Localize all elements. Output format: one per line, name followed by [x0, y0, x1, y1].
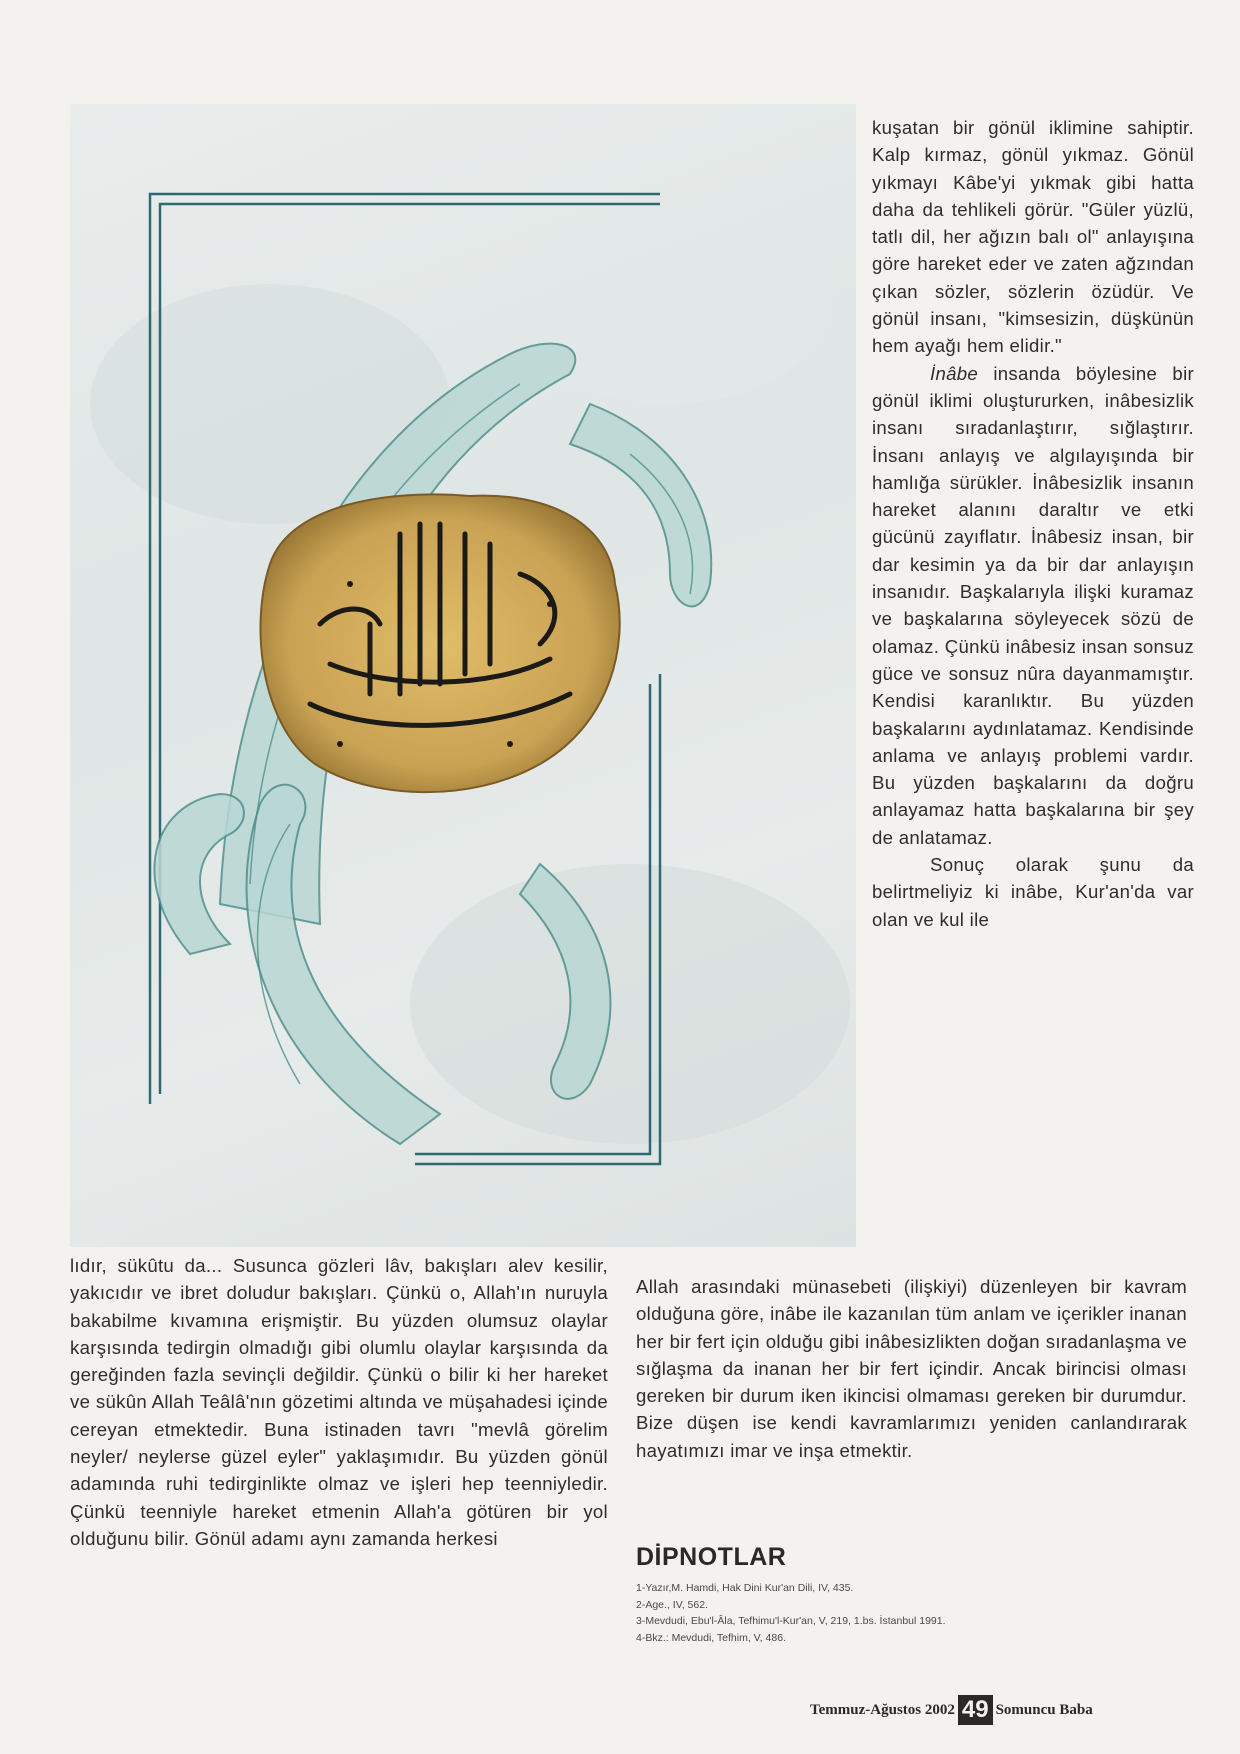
bottom-right-text: [636, 1273, 1187, 1464]
paragraph-text: insanda böylesine bir gönül iklimi oluştururken, inâbesizlik insanı sıradanlaştırır, sığlaştırır. İnsanı anlayış ve algılayışında bir hamlığa sürükler. İnâbesizlik insanın hareket alanını daraltır ve etki gücünü zayıflatır. İnâbesiz insan, bir dar kesimin ya da bir dar anlayışın insanıdır. Başkalarıyla ilişki kuramaz ve başkalarına söyleyecek sözü de olamaz. Çünkü inâbesiz insan sonsuz güce ve sonsuz nûra dayanmamıştır. Kendisi karanlıktır. Bu yüzden başkalarını aydınlatamaz. Kendisinde anlama ve anlayış problemi vardır. Bu yüzden başkalarını da doğru anlayamaz hatta başkalarına bir şey de anlatamaz.: [872, 362, 1194, 848]
paragraph: Allah arasındaki münasebeti (ilişkiyi) düzenleyen bir kavram olduğuna göre, inâbe ile kazanılan tüm anlam ve içerikler inanan her bir fert için olduğu gibi inâbesizlikten doğan sıradanlaşma ve sığlaşma da inanan her bir fert içindir. Ancak birincisi olması gereken bir durum iken ikincisi olmaması gereken bir durumdur. Bize düşen ise kendi kavramlarımızı yeniden canlandırarak hayatımızı imar ve inşa etmektir.: [636, 1276, 1187, 1461]
calligraphy-basmala-illumination: [70, 104, 856, 1247]
footnotes-list: [636, 1580, 1196, 1646]
footnote-item: 2-Age., IV, 562.: [636, 1598, 708, 1611]
page-number: 49: [958, 1695, 993, 1725]
right-text-column: [872, 114, 1194, 933]
paragraph: lıdır, sükûtu da... Susunca gözleri lâv, bakışları alev kesilir, yakıcıdır ve ibret doludur bakışları. Çünkü o, Allah'ın nuruyla bakabilme kıvamına erişmiştir. Bu yüzden olumsuz olaylar karşısında tedirgin olmadığı gibi olumlu olaylar karşısında da gereğinden fazla sevinçli değildir. Çünkü o bilir ki her hareket ve sükûn Allah Teâlâ'nın gözetimi altında ve müşahadesi içinde cereyan etmektedir. Buna istinaden tavrı "mevlâ görelim neyler/ neylerse güzel eyler" yaklaşımıdır. Bu yüzden gönül adamında ruhi tedirginlikte olmaz ve işleri hep teenniyledir. Çünkü teenniyle hareket etmenin Allah'a götüren bir yol olduğunu bilir. Gönül adamı aynı zamanda herkesi: [70, 1255, 608, 1549]
paragraph: [872, 360, 1194, 851]
footnotes-title: DİPNOTLAR: [636, 1543, 787, 1571]
paragraph: kuşatan bir gönül iklimine sahiptir. Kalp kırmaz, gönül yıkmaz. Gönül yıkmayı Kâbe'yi yıkmak gibi hatta daha da tehlikeli görür. "Güler yüzlü, tatlı dil, her ağızın balı ol" anlayışına göre hareket eder ve zaten ağzından çıkan sözler, sözlerin özüdür. Ve gönül insanı, "kimsesizin, düşkünün hem ayağı hem elidir.": [872, 117, 1194, 357]
issue-date: Temmuz-Ağustos 2002: [810, 1701, 955, 1718]
emphasis-inabe: İnâbe: [930, 362, 979, 384]
footnote-item: 3-Mevdudi, Ebu'l-Âla, Tefhimu'l-Kur'an, V, 219, 1.bs. İstanbul 1991.: [636, 1615, 946, 1627]
footnote-item: 4-Bkz.: Mevdudi, Tefhim, V, 486.: [636, 1631, 786, 1644]
footnote-item: 1-Yazır,M. Hamdi, Hak Dini Kur'an Dili, IV, 435.: [636, 1582, 854, 1594]
calligraphy-artwork: [70, 104, 856, 1247]
left-text-column: [70, 1252, 608, 1552]
page-footer: [810, 1694, 1093, 1726]
magazine-name: Somuncu Baba: [995, 1701, 1093, 1718]
paragraph: Sonuç olarak şunu da belirtmeliyiz ki inâbe, Kur'an'da var olan ve kul ile: [872, 854, 1194, 930]
